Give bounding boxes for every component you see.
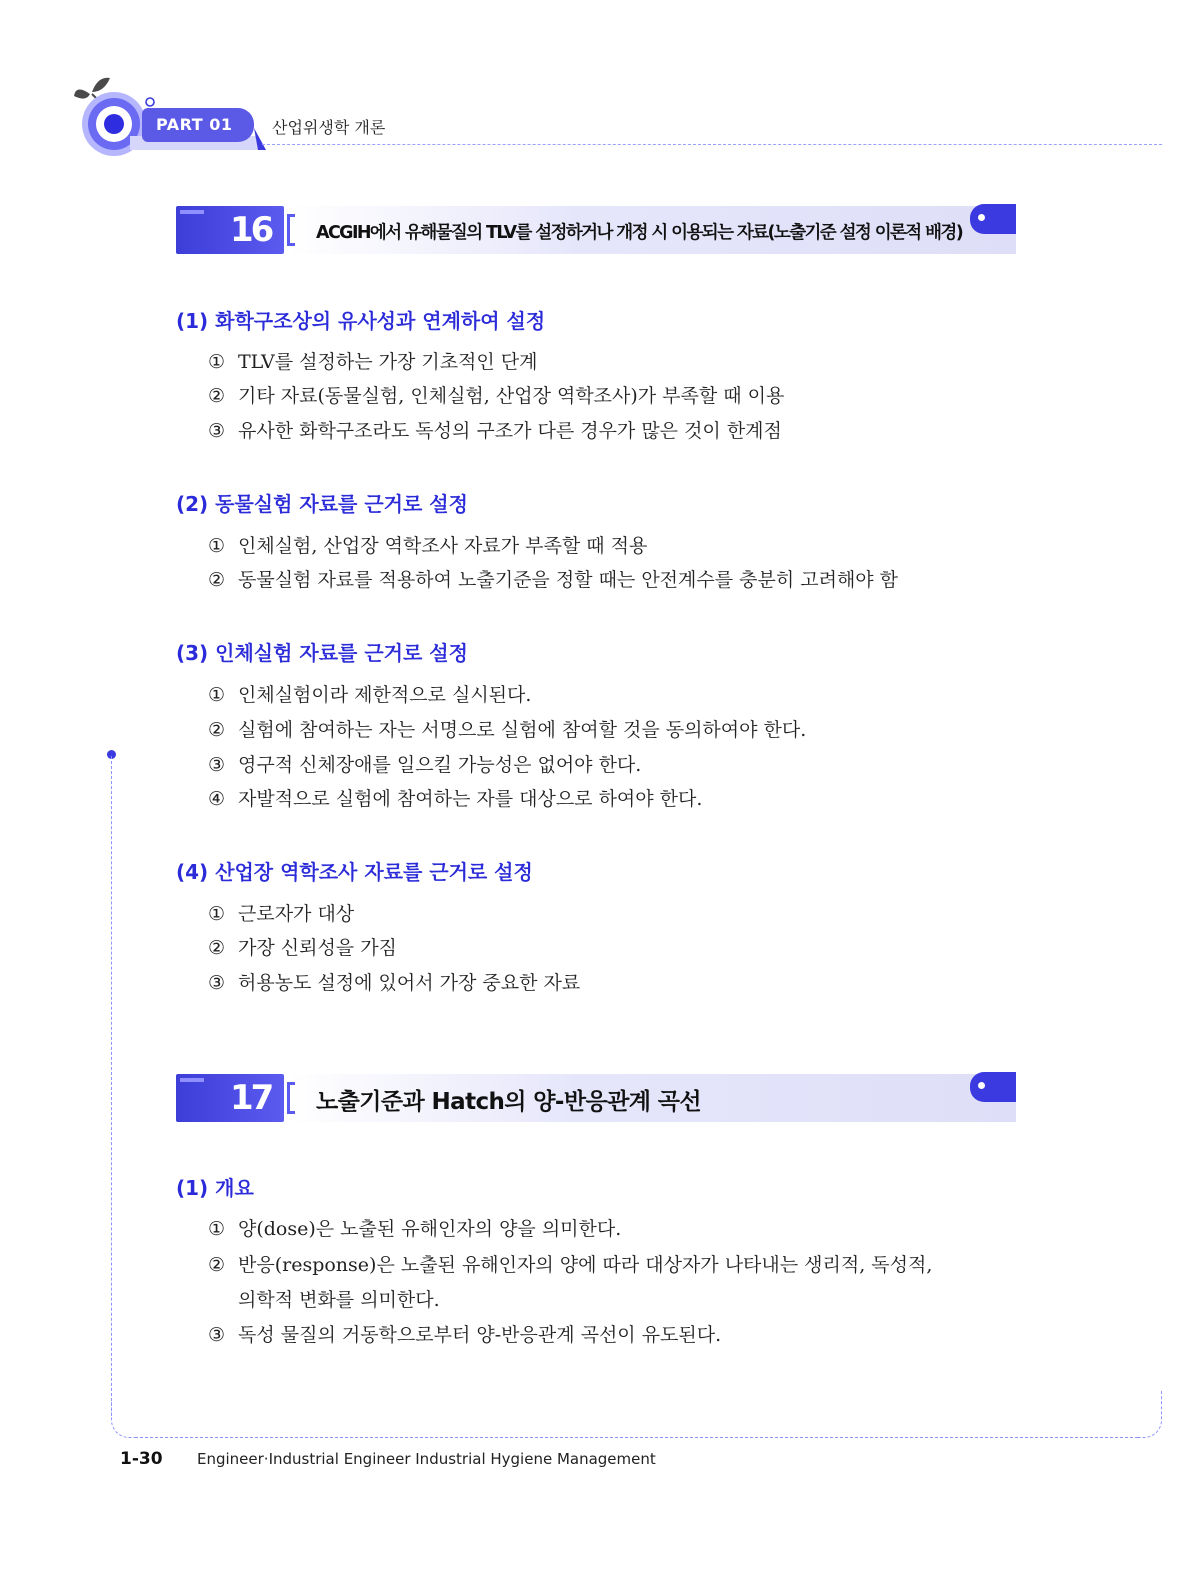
list-item: ④ 자발적으로 실험에 참여하는 자를 대상으로 하여야 한다.: [208, 788, 703, 810]
bracket-icon: [287, 214, 295, 246]
subsection-heading: (2) 동물실험 자료를 근거로 설정: [176, 492, 468, 516]
bracket-icon: [287, 1082, 295, 1114]
section-title: 노출기준과 Hatch의 양-반응관계 곡선: [316, 1089, 701, 1115]
banner-tab-icon: [970, 1072, 1016, 1102]
frame-corner: [111, 1400, 135, 1438]
list-item: ② 기타 자료(동물실험, 인체실험, 산업장 역학조사)가 부족할 때 이용: [208, 385, 785, 407]
frame-left-line: [111, 756, 112, 1416]
subsection-heading: (1) 개요: [176, 1176, 254, 1200]
subsection-heading: (4) 산업장 역학조사 자료를 근거로 설정: [176, 860, 533, 884]
list-item: ① TLV를 설정하는 가장 기초적인 단계: [208, 351, 538, 373]
subsection-heading: (1) 화학구조상의 유사성과 연계하여 설정: [176, 309, 546, 333]
list-item: ③ 독성 물질의 거동학으로부터 양-반응관계 곡선이 유도된다.: [208, 1324, 722, 1346]
list-item: ③ 영구적 신체장애를 일으킬 가능성은 없어야 한다.: [208, 754, 642, 776]
section-16-banner: [176, 206, 1016, 254]
list-item: ② 가장 신뢰성을 가짐: [208, 937, 397, 959]
section-title: ACGIH에서 유해물질의 TLV를 설정하거나 개정 시 이용되는 자료(노출기준 설정 이론적 배경): [316, 223, 963, 243]
list-item: ① 근로자가 대상: [208, 903, 355, 925]
book-title: Engineer·Industrial Engineer Industrial Hygiene Management: [197, 1450, 656, 1468]
header-divider: [262, 144, 1162, 145]
list-item: ② 실험에 참여하는 자는 서명으로 실험에 참여할 것을 동의하여야 한다.: [208, 719, 807, 741]
list-item: ② 반응(response)은 노출된 유해인자의 양에 따라 대상자가 나타내는 생리적, 독성적,: [208, 1254, 933, 1276]
section-number: 16: [230, 210, 272, 250]
list-item: ③ 유사한 화학구조라도 독성의 구조가 다른 경우가 많은 것이 한계점: [208, 420, 782, 442]
section-number: 17: [230, 1078, 272, 1118]
list-item: ① 인체실험이라 제한적으로 실시된다.: [208, 684, 532, 706]
chapter-title: 산업위생학 개론: [272, 118, 386, 137]
list-item: ① 인체실험, 산업장 역학조사 자료가 부족할 때 적용: [208, 535, 648, 557]
banner-tab-icon: [970, 204, 1016, 234]
frame-bottom-line: [135, 1416, 1138, 1438]
section-17-banner: [176, 1074, 1016, 1122]
frame-right-corner: [1138, 1390, 1162, 1438]
part-label: PART 01: [142, 108, 254, 142]
list-item-continuation: 의학적 변화를 의미한다.: [238, 1289, 440, 1311]
page-number: 1-30: [120, 1449, 163, 1469]
list-item: ③ 허용농도 설정에 있어서 가장 중요한 자료: [208, 972, 581, 994]
list-item: ② 동물실험 자료를 적용하여 노출기준을 정할 때는 안전계수를 충분히 고려해야 함: [208, 569, 899, 591]
list-item: ① 양(dose)은 노출된 유해인자의 양을 의미한다.: [208, 1218, 622, 1240]
subsection-heading: (3) 인체실험 자료를 근거로 설정: [176, 641, 468, 665]
